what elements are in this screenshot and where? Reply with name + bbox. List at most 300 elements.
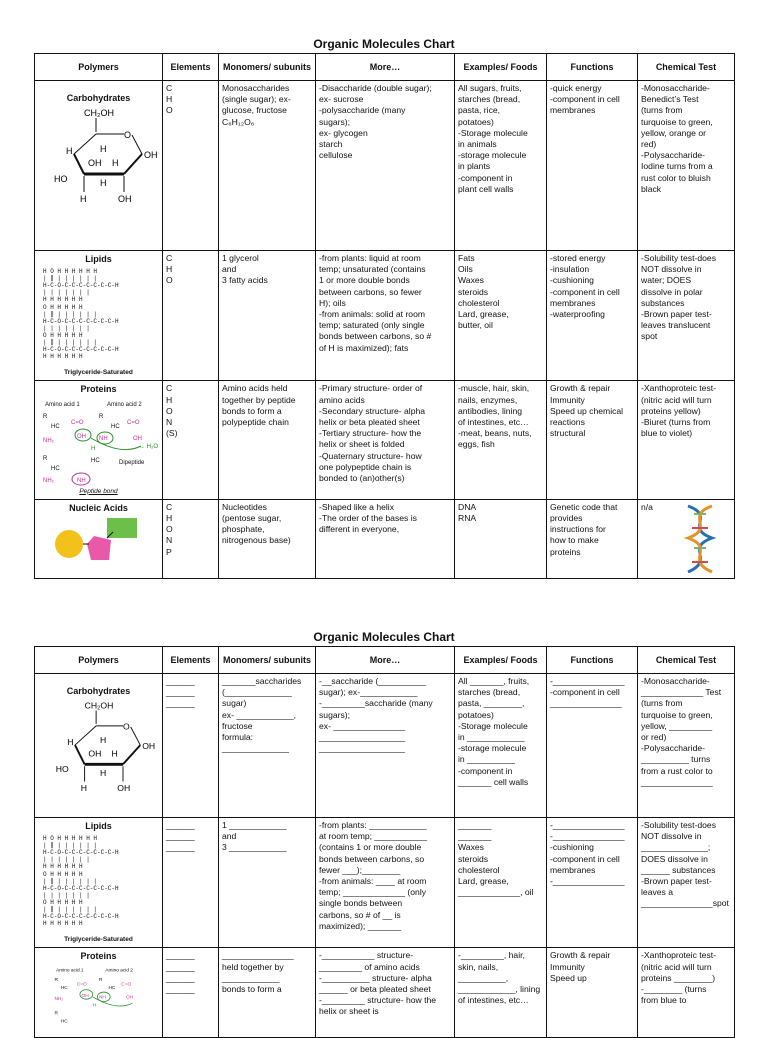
- blank-line: ______: [166, 842, 195, 853]
- cell-line: -_________saccharide (many: [319, 698, 433, 709]
- cell-line: of intestines, etc…: [458, 995, 529, 1006]
- svg-text:| | | | | | |: | | | | | | |: [42, 325, 90, 333]
- functions-cell: [547, 818, 638, 948]
- cell-line: H); oils: [319, 297, 346, 308]
- svg-text:R: R: [98, 413, 103, 420]
- header-cell: Polymers: [35, 54, 163, 81]
- cell-line: fructose: [222, 720, 253, 731]
- cell-line: -________ (turns: [641, 984, 707, 995]
- header-cell: Elements: [163, 647, 219, 674]
- cell-line: fewer ___);________: [319, 864, 401, 875]
- cell-line: -component in cell: [550, 94, 620, 105]
- monomers-cell: [219, 674, 316, 818]
- cell-line: All sugars, fruits,: [458, 83, 522, 93]
- chemical-test-cell: [638, 251, 735, 381]
- cell-line: instructions for: [550, 524, 606, 535]
- element-symbol: C: [166, 253, 173, 263]
- svg-text:H O H H H H H H: H O H H H H H H: [42, 268, 97, 276]
- svg-text:| ‖ | | | | | |: | ‖ | | | | | |: [42, 878, 97, 886]
- cell-line: -_______________: [550, 876, 625, 887]
- svg-text:| ‖ | | | | | |: | ‖ | | | | | |: [42, 311, 97, 319]
- cell-line: -_________ structure- how the: [319, 995, 437, 1006]
- svg-text:NH: NH: [98, 435, 108, 442]
- elements-cell: [163, 674, 219, 818]
- cell-line: helix or sheet is folded: [319, 439, 405, 450]
- chemical-test-cell: [638, 674, 735, 818]
- cell-line: yellow, orange or: [641, 127, 706, 138]
- cell-line: -from plants: ____________: [319, 820, 427, 830]
- monomers-cell: [219, 818, 316, 948]
- element-symbol: C: [166, 501, 173, 512]
- chemical-test-cell: [638, 499, 735, 578]
- cell-line: -Polysaccharide-: [641, 743, 705, 754]
- svg-text:C=O: C=O: [70, 419, 84, 426]
- cell-line: ____________: [222, 972, 280, 983]
- svg-text:R: R: [98, 977, 102, 983]
- cell-line: -Polysaccharide-: [641, 150, 705, 161]
- cell-line: -from animals: ____ at room: [319, 876, 427, 887]
- svg-text:HC: HC: [50, 423, 60, 430]
- header-row: [35, 647, 735, 674]
- svg-text:H: H: [99, 178, 106, 189]
- svg-text:H: H: [99, 144, 106, 155]
- element-symbol: O: [166, 524, 173, 535]
- cell-line: -cushioning: [550, 275, 594, 286]
- table-row: [35, 818, 735, 948]
- svg-text:NH₂: NH₂: [42, 477, 54, 484]
- cell-line: from blue to: [641, 995, 687, 1006]
- svg-text:H: H: [92, 1002, 96, 1008]
- functions-cell: [547, 948, 638, 1038]
- image-caption: Triglyceride-Saturated: [64, 369, 133, 377]
- cell-line: temp; saturated (only single: [319, 320, 425, 331]
- cell-line: 3 ____________: [222, 842, 287, 853]
- cell-line: and: [222, 264, 237, 275]
- svg-text:OH: OH: [87, 158, 101, 169]
- nucleotide-structure-image: [49, 516, 149, 576]
- examples-cell: [455, 251, 547, 381]
- polymer-cell: [35, 499, 163, 578]
- polymer-cell: [35, 81, 163, 251]
- cell-line: red): [641, 139, 657, 150]
- svg-text:H: H: [65, 146, 72, 157]
- polymer-cell: [35, 674, 163, 818]
- cell-line: -Xanthoproteic test-: [641, 383, 716, 394]
- cell-line: and: [222, 831, 237, 842]
- polymer-name: Nucleic Acids: [69, 502, 128, 513]
- element-symbol: N: [166, 417, 173, 428]
- svg-text:R: R: [42, 455, 47, 462]
- cell-line: at room temp; ___________: [319, 831, 427, 842]
- cell-line: turquoise to green,: [641, 116, 713, 127]
- header-cell: Monomers/ subunits: [219, 54, 316, 81]
- header-cell: Elements: [163, 54, 219, 81]
- svg-text:C=O: C=O: [120, 982, 131, 988]
- header-cell: Functions: [547, 54, 638, 81]
- cell-line: carbons, so # of __ is: [319, 909, 401, 920]
- cell-line: Growth & repair: [550, 950, 611, 961]
- svg-text:OH: OH: [76, 433, 86, 440]
- svg-text:Dipeptide: Dipeptide: [118, 459, 144, 466]
- cell-line: _________ of amino acids: [319, 961, 420, 972]
- header-cell: More…: [316, 54, 455, 81]
- svg-text:H-C-O-C-C-C-C-C-C-C-H: H-C-O-C-C-C-C-C-C-C-H: [42, 885, 119, 893]
- svg-text:R: R: [42, 413, 47, 420]
- cell-line: butter, oil: [458, 320, 493, 331]
- examples-cell: [455, 381, 547, 499]
- element-symbol: H: [166, 94, 173, 105]
- svg-text:O H H H H H: O H H H H H: [42, 332, 83, 340]
- svg-text:NH: NH: [76, 477, 86, 484]
- cell-line: sugars);: [319, 116, 351, 127]
- cell-line: _______saccharides: [222, 676, 302, 686]
- cell-line: -Xanthoproteic test-: [641, 950, 716, 961]
- polymer-cell: [35, 251, 163, 381]
- blank-line: ______: [166, 961, 195, 972]
- cell-line: potatoes): [458, 116, 494, 127]
- cell-line: _______________: [550, 698, 622, 709]
- monomers-cell: [219, 81, 316, 251]
- svg-text:H: H: [110, 748, 118, 759]
- polymer-name: Proteins: [80, 384, 117, 395]
- svg-text:H H H H H H: H H H H H H: [42, 353, 83, 361]
- cell-line: All _______, fruits,: [458, 676, 530, 686]
- cell-line: Speed up chemical: [550, 405, 624, 416]
- svg-text:HC: HC: [110, 423, 120, 430]
- svg-text:Amino acid 2: Amino acid 2: [106, 401, 142, 408]
- svg-text:H H H H H H: H H H H H H: [42, 863, 83, 871]
- cell-line: in __________: [458, 754, 515, 765]
- svg-text:R: R: [53, 1010, 58, 1016]
- cell-line: cellulose: [319, 150, 353, 161]
- cell-line: Waxes: [458, 842, 484, 853]
- cell-line: __________________: [319, 732, 406, 743]
- cell-line: -Solubility test-does: [641, 253, 716, 263]
- cell-line: spot: [641, 331, 658, 342]
- svg-text:R: R: [53, 977, 58, 983]
- blank-line: ______: [166, 972, 195, 983]
- cell-line: n/a: [641, 501, 653, 512]
- cell-line: ______________;: [641, 842, 711, 853]
- cell-line: Immunity: [550, 961, 585, 972]
- cell-line: in ____________: [458, 732, 525, 743]
- more-cell: [316, 81, 455, 251]
- cell-line: -component in cell: [550, 853, 620, 864]
- cell-line: (contains 1 or more double: [319, 842, 422, 853]
- polymer-name: Carbohydrates: [66, 686, 131, 696]
- cell-line: Lard, grease,: [458, 309, 509, 320]
- cell-line: -insulation: [550, 264, 590, 275]
- svg-text:H-C-O-C-C-C-C-C-C-C-H: H-C-O-C-C-C-C-C-C-C-H: [42, 913, 119, 921]
- svg-text:C=O: C=O: [76, 982, 87, 988]
- svg-text:H: H: [99, 768, 106, 779]
- cell-line: provides: [550, 513, 583, 524]
- functions-cell: [547, 81, 638, 251]
- cell-line: formula:: [222, 732, 254, 743]
- blank-line: ______: [166, 676, 195, 686]
- cell-line: _____________, oil: [458, 887, 534, 898]
- cell-line: eggs, fish: [458, 439, 495, 450]
- cell-line: _______: [458, 820, 492, 830]
- cell-line: yellow, _________: [641, 720, 713, 731]
- cell-line: Iodine turns from a: [641, 161, 713, 172]
- cell-line: -__________ structure- alpha: [319, 972, 432, 983]
- svg-text:H: H: [90, 445, 95, 452]
- cell-line: of H is maximized); fats: [319, 342, 409, 353]
- cell-line: ____________, lining: [458, 984, 541, 995]
- cell-line: phosphate,: [222, 524, 265, 535]
- cell-line: -Brown paper test-: [641, 876, 712, 887]
- cell-line: Immunity: [550, 394, 585, 405]
- svg-text:Amino acid 1: Amino acid 1: [55, 967, 84, 973]
- cell-line: -cushioning: [550, 842, 594, 853]
- image-caption: Peptide bond: [79, 487, 118, 495]
- cell-line: nails, enzymes,: [458, 394, 518, 405]
- cell-line: -stored energy: [550, 253, 606, 263]
- cell-line: -_______________: [550, 820, 625, 830]
- functions-cell: [547, 499, 638, 578]
- cell-line: -Brown paper test-: [641, 309, 712, 320]
- svg-text:OH: OH: [81, 993, 89, 999]
- cell-line: -component in: [458, 765, 513, 776]
- svg-text:OH: OH: [125, 995, 133, 1001]
- cell-line: membranes: [550, 105, 596, 116]
- cell-line: ex- sucrose: [319, 94, 364, 105]
- blank-line: ______: [166, 698, 195, 709]
- svg-text:| ‖ | | | | | |: | ‖ | | | | | |: [42, 339, 97, 347]
- cell-line: -Monosaccharide-: [641, 83, 710, 93]
- chemical-test-cell: [638, 381, 735, 499]
- cell-line: -storage molecule: [458, 743, 527, 754]
- cell-line: pasta, ________,: [458, 698, 525, 709]
- cell-line: leaves translucent: [641, 320, 711, 331]
- table-row: [35, 674, 735, 818]
- cell-line: Fats: [458, 253, 475, 263]
- cell-line: (turns from: [641, 698, 683, 709]
- svg-text:OH: OH: [116, 783, 130, 794]
- svg-text:| | | | | | |: | | | | | | |: [42, 289, 90, 297]
- cell-line: Waxes: [458, 275, 484, 286]
- cell-line: _______: [458, 831, 492, 842]
- cell-line: -__saccharide (__________: [319, 676, 427, 686]
- svg-text:H: H: [111, 158, 118, 169]
- element-symbol: O: [166, 275, 173, 286]
- cell-line: _____________ Test: [641, 687, 722, 698]
- svg-text:O: O: [122, 721, 130, 732]
- triglyceride-structure-image: [41, 267, 157, 367]
- cell-line: ex- glycogen: [319, 127, 368, 138]
- cell-line: DNA: [458, 501, 477, 512]
- cell-line: sugars);: [319, 709, 351, 720]
- element-symbol: C: [166, 83, 173, 93]
- image-caption: Triglyceride-Saturated: [64, 936, 133, 944]
- cell-line: ______ substances: [641, 864, 716, 875]
- cell-line: or red): [641, 732, 667, 743]
- cell-line: -Primary structure- order of: [319, 383, 423, 394]
- cell-line: -from plants: liquid at room: [319, 253, 421, 263]
- cell-line: helix or sheet is: [319, 1006, 379, 1017]
- cell-line: single bonds between: [319, 898, 403, 909]
- svg-text:CH₂OH: CH₂OH: [83, 108, 114, 119]
- cell-line: reactions: [550, 417, 585, 428]
- elements-cell: [163, 499, 219, 578]
- cell-line: ex- _______________: [319, 720, 406, 731]
- header-cell: More…: [316, 647, 455, 674]
- svg-text:HC: HC: [108, 985, 115, 991]
- cell-line: one polypeptide chain is: [319, 461, 412, 472]
- blank-line: ______: [166, 984, 195, 995]
- functions-cell: [547, 674, 638, 818]
- cell-line: -_______________: [550, 831, 625, 842]
- cell-line: starches (bread,: [458, 687, 521, 698]
- table-row: [35, 499, 735, 578]
- element-symbol: H: [166, 264, 173, 275]
- cell-line: in plants: [458, 161, 491, 172]
- cell-line: skin, nails,: [458, 961, 499, 972]
- organic-molecules-worksheet: [34, 646, 735, 1038]
- amino-acid-structure-image: [41, 965, 157, 1035]
- svg-text:H: H: [79, 194, 86, 205]
- cell-line: __________ turns: [641, 754, 711, 765]
- elements-cell: [163, 818, 219, 948]
- elements-cell: [163, 81, 219, 251]
- cell-line: (______________: [222, 687, 292, 698]
- examples-cell: [455, 81, 547, 251]
- dna-helix-image: [680, 504, 720, 574]
- svg-text:H-C-O-C-C-C-C-C-C-C-H: H-C-O-C-C-C-C-C-C-C-H: [42, 849, 119, 857]
- cell-line: -polysaccharide (many: [319, 105, 406, 116]
- cell-line: -___________ structure-: [319, 950, 414, 961]
- svg-text:H H H H H H: H H H H H H: [42, 920, 83, 928]
- element-symbol: N: [166, 535, 173, 546]
- element-symbol: H: [166, 513, 173, 524]
- cell-line: amino acids: [319, 394, 365, 405]
- cell-line: Nucleotides: [222, 501, 267, 512]
- cell-line: pasta, rice,: [458, 105, 501, 116]
- cell-line: sugar); ex-____________: [319, 687, 418, 698]
- blank-line: ______: [166, 820, 195, 830]
- table-row: [35, 81, 735, 251]
- svg-text:HO: HO: [55, 764, 69, 775]
- svg-text:HO: HO: [53, 174, 67, 185]
- polymer-name: Proteins: [80, 951, 117, 962]
- cell-line: 1 or more double bonds: [319, 275, 410, 286]
- cell-line: held together by: [222, 961, 284, 972]
- chemical-test-cell: [638, 948, 735, 1038]
- cell-line: Amino acids held: [222, 383, 288, 394]
- cell-line: -component in cell: [550, 687, 620, 698]
- cell-line: in animals: [458, 139, 497, 150]
- cell-line: blue to violet): [641, 428, 693, 439]
- cell-line: how to make: [550, 535, 599, 546]
- svg-text:OH: OH: [132, 435, 142, 442]
- cell-line: -Biuret (turns from: [641, 417, 711, 428]
- element-symbol: O: [166, 405, 173, 416]
- polymer-name: Carbohydrates: [66, 93, 131, 103]
- more-cell: [316, 674, 455, 818]
- cell-line: RNA: [458, 513, 477, 524]
- organic-molecules-chart: [34, 53, 735, 579]
- blank-line: ______: [166, 831, 195, 842]
- cell-line: -Quaternary structure- how: [319, 450, 422, 461]
- cell-line: steroids: [458, 286, 489, 297]
- functions-cell: [547, 381, 638, 499]
- svg-text:O H H H H H: O H H H H H: [42, 871, 83, 879]
- svg-text:OH: OH: [87, 748, 101, 759]
- cell-line: -Storage molecule: [458, 720, 528, 731]
- cell-line: -component in cell: [550, 286, 620, 297]
- header-cell: Polymers: [35, 647, 163, 674]
- cell-line: polypeptide chain: [222, 417, 289, 428]
- cell-line: from a rust color to: [641, 765, 713, 776]
- more-cell: [316, 381, 455, 499]
- monomers-cell: [219, 381, 316, 499]
- chart-title: Organic Molecules Chart: [313, 630, 455, 644]
- cell-line: -Shaped like a helix: [319, 501, 395, 512]
- elements-cell: [163, 948, 219, 1038]
- svg-text:→ H₂O: → H₂O: [138, 443, 158, 450]
- cell-line: 1 ____________: [222, 820, 287, 830]
- svg-text:Amino acid 2: Amino acid 2: [104, 967, 133, 973]
- cell-line: -component in: [458, 172, 513, 183]
- blank-line: ______: [166, 687, 195, 698]
- svg-text:OH: OH: [143, 150, 157, 161]
- cell-line: _______ cell walls: [458, 776, 529, 787]
- cell-line: Monosaccharides: [222, 83, 290, 93]
- element-symbol: H: [166, 394, 173, 405]
- cell-line: Lard, grease,: [458, 876, 509, 887]
- cell-line: (single sugar); ex-: [222, 94, 291, 105]
- blank-line: ______: [166, 950, 195, 961]
- svg-text:O: O: [123, 130, 131, 141]
- examples-cell: [455, 674, 547, 818]
- chemical-test-cell: [638, 818, 735, 948]
- svg-text:Amino acid 1: Amino acid 1: [44, 401, 80, 408]
- more-cell: [316, 818, 455, 948]
- table-row: [35, 948, 735, 1038]
- cell-line: turquoise to green,: [641, 709, 713, 720]
- svg-text:| | | | | | |: | | | | | | |: [42, 856, 90, 864]
- header-cell: Functions: [547, 647, 638, 674]
- polymer-cell: [35, 818, 163, 948]
- chart-title: Organic Molecules Chart: [313, 37, 455, 51]
- element-symbol: C: [166, 383, 173, 394]
- cell-line: NOT dissolve in: [641, 264, 702, 275]
- svg-text:H-C-O-C-C-C-C-C-C-C-H: H-C-O-C-C-C-C-C-C-C-H: [42, 318, 119, 326]
- cell-line: of intestines, etc…: [458, 417, 529, 428]
- cell-line: membranes: [550, 297, 596, 308]
- svg-text:HC: HC: [90, 457, 100, 464]
- monomers-cell: [219, 499, 316, 578]
- monomers-cell: [219, 251, 316, 381]
- cell-line: dissolve in polar: [641, 286, 703, 297]
- polymer-cell: [35, 948, 163, 1038]
- cell-line: ex- ____________,: [222, 709, 297, 720]
- header-cell: Monomers/ subunits: [219, 647, 316, 674]
- svg-text:| ‖ | | | | | |: | ‖ | | | | | |: [42, 906, 97, 914]
- polymer-cell: [35, 381, 163, 499]
- cell-line: ______________: [222, 743, 289, 754]
- cell-line: together by peptide: [222, 394, 296, 405]
- cell-line: NOT dissolve in: [641, 831, 702, 842]
- cell-line: -from animals: solid at room: [319, 309, 426, 320]
- cell-line: structural: [550, 428, 586, 439]
- header-cell: Examples/ Foods: [455, 54, 547, 81]
- cell-line: (nitric acid will turn: [641, 961, 712, 972]
- cell-line: nitrogenous base): [222, 535, 291, 546]
- cell-line: Genetic code that: [550, 501, 618, 512]
- cell-line: bonds between carbons, so: [319, 853, 425, 864]
